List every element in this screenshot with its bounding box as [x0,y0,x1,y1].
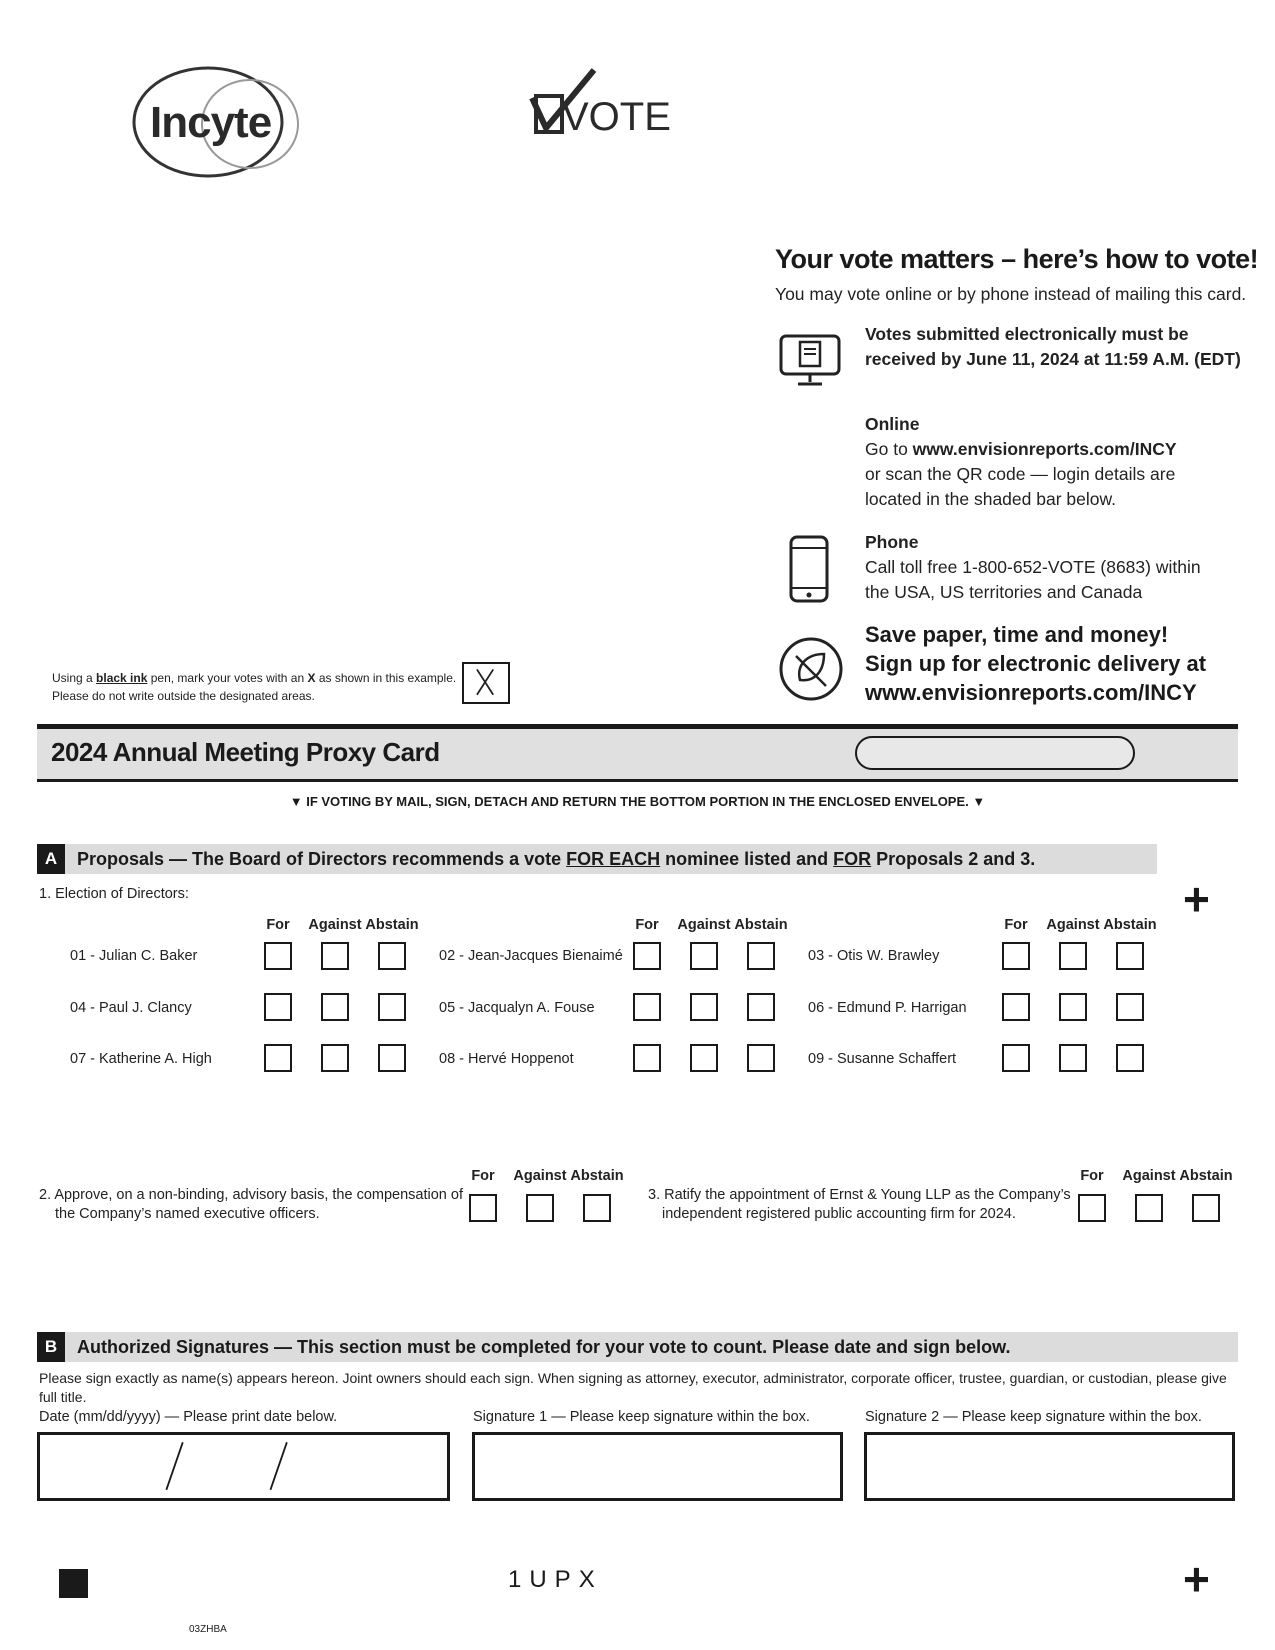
signature-2-field[interactable] [864,1432,1235,1501]
card-title: 2024 Annual Meeting Proxy Card [51,737,440,767]
checkbox-03-for[interactable] [1002,942,1030,970]
section-b-title: Authorized Signatures — This section must be completed for your vote to count. Please date and sign below. [77,1337,1011,1357]
col-head-for: For [1004,917,1028,933]
footer-code: 1UPX [508,1566,603,1593]
p3-head-for: For [1080,1168,1104,1184]
p2-head-against: Against [513,1168,567,1184]
checkbox-p2-against[interactable] [526,1194,554,1222]
election-title: 1. Election of Directors: [39,886,189,902]
signing-instructions: Please sign exactly as name(s) appears hereon. Joint owners should each sign. When signing as attorney, executor, administrator, corporate officer, trustee, guardian, or custodian, please give full title. [39,1370,1227,1405]
section-b-header [37,1332,1238,1362]
checkbox-03-against[interactable] [1059,942,1087,970]
checkbox-p3-against[interactable] [1135,1194,1163,1222]
col-head-for: For [266,917,290,933]
checkbox-09-against[interactable] [1059,1044,1087,1072]
checkbox-07-abstain[interactable] [378,1044,406,1072]
section-b-letter: B [37,1332,65,1362]
nominee-05: 05 - Jacqualyn A. Fouse [439,1000,595,1016]
checkbox-06-for[interactable] [1002,993,1030,1021]
delivery-url-link[interactable]: www.envisionreports.com/INCY [865,680,1197,705]
phone-instructions: Phone Call toll free 1-800-652-VOTE (8683) within the USA, US territories and Canada [865,532,1201,602]
nominee-04: 04 - Paul J. Clancy [70,1000,192,1016]
nominee-01: 01 - Julian C. Baker [70,948,198,964]
registration-mark-bottom: + [1183,1553,1210,1605]
checkbox-02-for[interactable] [633,942,661,970]
registration-square [59,1569,88,1598]
signature-2-label: Signature 2 — Please keep signature within the box. [865,1409,1202,1425]
col-head-against: Against [677,917,731,933]
checkbox-09-abstain[interactable] [1116,1044,1144,1072]
detach-notice: ▼ IF VOTING BY MAIL, SIGN, DETACH AND RETURN THE BOTTOM PORTION IN THE ENCLOSED ENVELOPE. ▼ [289,794,986,809]
registration-mark-top: + [1183,873,1210,925]
col-head-for: For [635,917,659,933]
online-instructions: Online Go to www.envisionreports.com/INCY or scan the QR code — login details are located in the shaded bar below. [865,414,1177,509]
checkbox-07-for[interactable] [264,1044,292,1072]
checkbox-09-for[interactable] [1002,1044,1030,1072]
title-rule-bottom [37,779,1238,782]
signature-1-label: Signature 1 — Please keep signature within the box. [473,1409,810,1425]
col-head-against: Against [1046,917,1100,933]
checkbox-p2-abstain[interactable] [583,1194,611,1222]
nominee-09: 09 - Susanne Schaffert [808,1051,957,1067]
col-head-abstain: Abstain [734,917,788,933]
vote-logo-text: VOTE [562,95,671,139]
nominee-03: 03 - Otis W. Brawley [808,948,940,964]
checkbox-02-against[interactable] [690,942,718,970]
signature-1-field[interactable] [472,1432,843,1501]
checkbox-07-against[interactable] [321,1044,349,1072]
p3-head-against: Against [1122,1168,1176,1184]
p2-head-for: For [471,1168,495,1184]
checkbox-01-against[interactable] [321,942,349,970]
electronic-delivery-promo: Save paper, time and money! Sign up for electronic delivery at www.envisionreports.com/INCY [865,622,1207,705]
example-mark-box [462,662,510,704]
date-field[interactable] [37,1432,450,1501]
checkbox-04-for[interactable] [264,993,292,1021]
checkbox-05-for[interactable] [633,993,661,1021]
checkbox-p3-abstain[interactable] [1192,1194,1220,1222]
checkbox-04-abstain[interactable] [378,993,406,1021]
checkbox-01-abstain[interactable] [378,942,406,970]
nominee-02: 02 - Jean-Jacques Bienaimé [439,948,623,964]
col-head-abstain: Abstain [365,917,419,933]
marking-instructions: Using a black ink pen, mark your votes with an X as shown in this example. Please do not write outside the designated areas. [52,671,457,703]
checkbox-05-abstain[interactable] [747,993,775,1021]
form-id: 03ZHBA [189,1624,227,1635]
checkbox-05-against[interactable] [690,993,718,1021]
checkbox-01-for[interactable] [264,942,292,970]
p3-head-abstain: Abstain [1179,1168,1233,1184]
phone-icon [788,534,830,604]
checkbox-06-against[interactable] [1059,993,1087,1021]
nominee-06: 06 - Edmund P. Harrigan [808,1000,967,1016]
p2-head-abstain: Abstain [570,1168,624,1184]
incyte-logo-text: Incyte [150,98,272,147]
section-a-letter: A [37,844,65,874]
vote-heading: Your vote matters – here’s how to vote! [775,244,1259,274]
control-number-field [855,736,1135,770]
proposal-3-text: 3. Ratify the appointment of Ernst & Young LLP as the Company’s independent registered public accounting firm for 2024. [648,1187,1071,1222]
checkbox-08-for[interactable] [633,1044,661,1072]
monitor-icon [778,332,842,388]
electronic-deadline: Votes submitted electronically must be received by June 11, 2024 at 11:59 A.M. (EDT) [865,324,1241,369]
date-label: Date (mm/dd/yyyy) — Please print date below. [39,1409,338,1425]
section-a-header [37,844,1157,874]
checkbox-06-abstain[interactable] [1116,993,1144,1021]
nominee-08: 08 - Hervé Hoppenot [439,1051,574,1067]
nominee-07: 07 - Katherine A. High [70,1051,212,1067]
checkbox-04-against[interactable] [321,993,349,1021]
vote-subheading: You may vote online or by phone instead of mailing this card. [775,284,1247,304]
checkbox-03-abstain[interactable] [1116,942,1144,970]
checkbox-p3-for[interactable] [1078,1194,1106,1222]
incyte-logo [128,64,304,184]
online-url-link[interactable]: www.envisionreports.com/INCY [912,439,1177,459]
col-head-against: Against [308,917,362,933]
leaf-icon [778,636,844,702]
col-head-abstain: Abstain [1103,917,1157,933]
vote-logo [528,66,671,146]
checkbox-p2-for[interactable] [469,1194,497,1222]
section-a-title: Proposals — The Board of Directors recommends a vote FOR EACH nominee listed and FOR Proposals 2 and 3. [77,849,1036,869]
checkbox-08-against[interactable] [690,1044,718,1072]
proposal-2-text: 2. Approve, on a non-binding, advisory basis, the compensation of the Company’s named executive officers. [39,1187,463,1222]
checkbox-08-abstain[interactable] [747,1044,775,1072]
checkbox-02-abstain[interactable] [747,942,775,970]
